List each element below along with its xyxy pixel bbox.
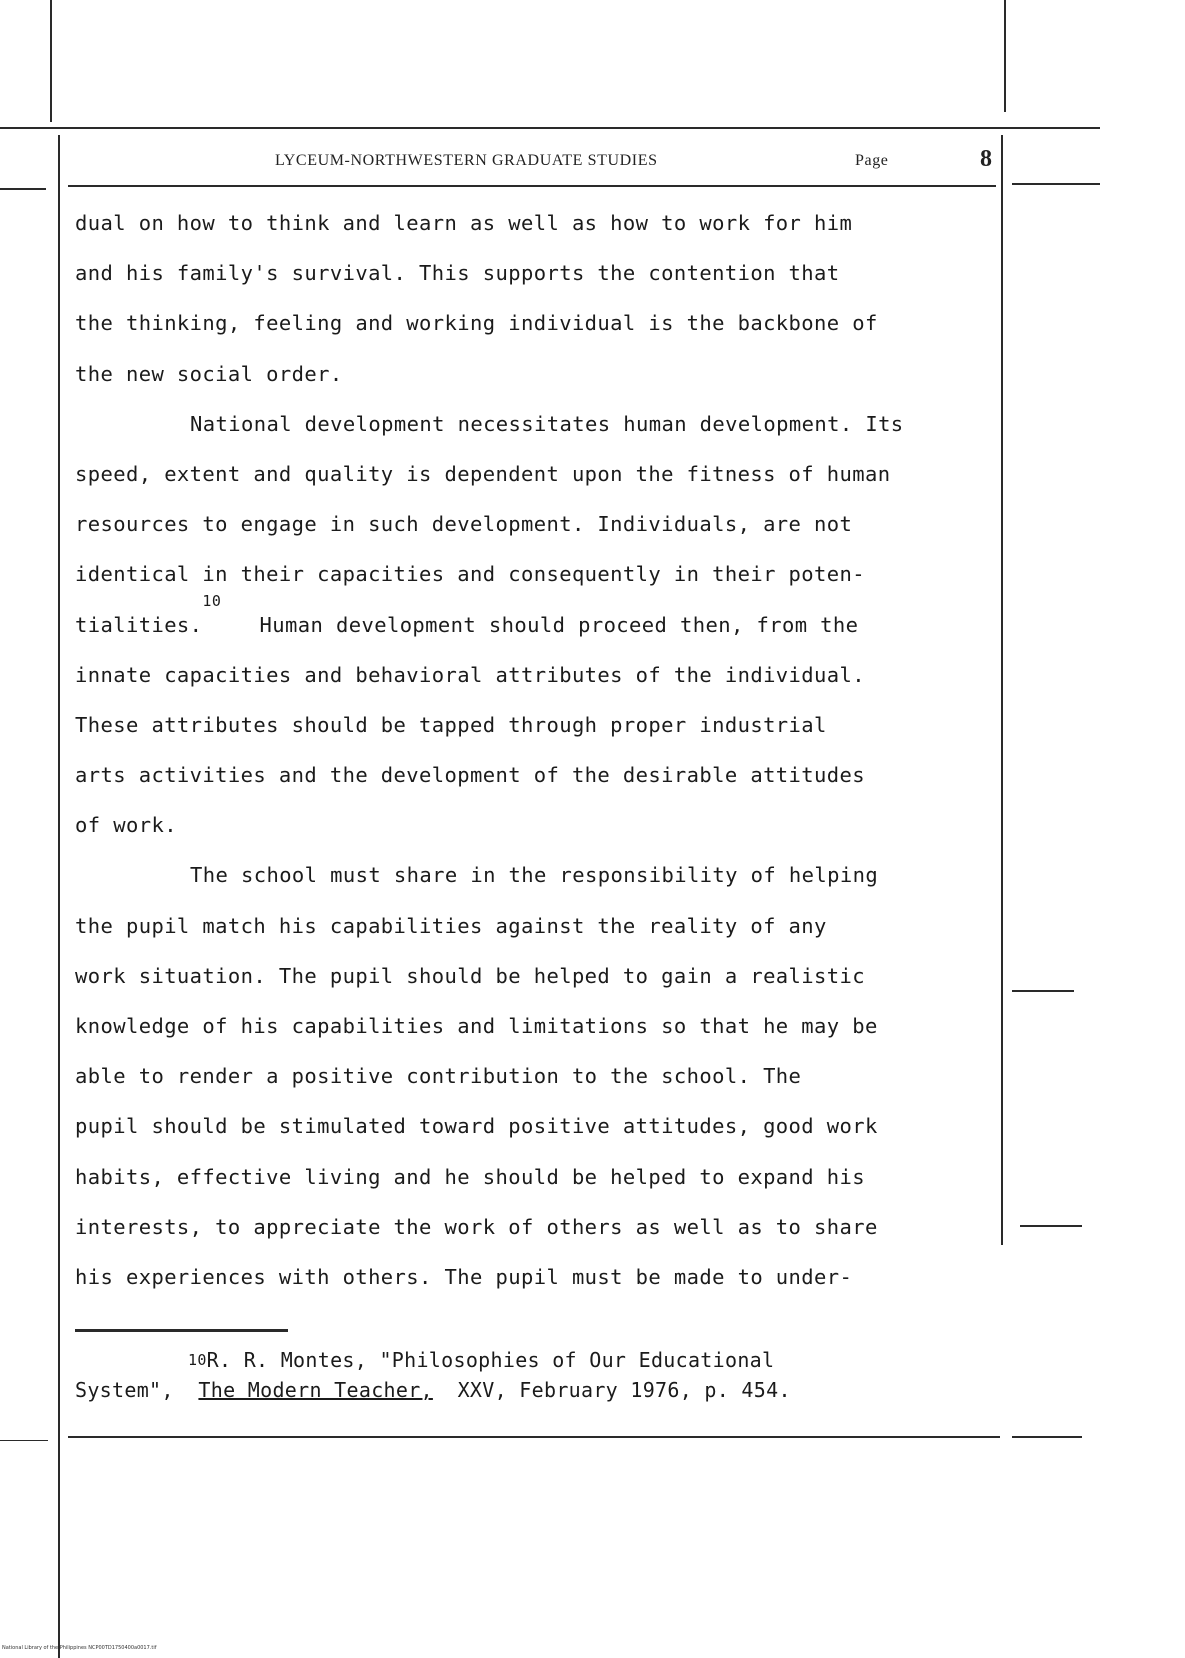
top-left-vertical-rule bbox=[50, 0, 52, 122]
footnote-author-title: R. R. Montes, "Philosophies of Our Educational bbox=[206, 1348, 775, 1372]
text-line: able to render a positive contribution to the school. The bbox=[75, 1064, 802, 1089]
header-title: LYCEUM-NORTHWESTERN GRADUATE STUDIES bbox=[275, 152, 658, 169]
footnote-details: XXV, February 1976, p. 454. bbox=[457, 1378, 791, 1402]
left-vertical-rule bbox=[58, 135, 60, 1658]
footnote-system-text: System", bbox=[75, 1378, 174, 1402]
text-line: and his family's survival. This supports the contention that bbox=[75, 261, 840, 286]
footnote-journal: The Modern Teacher, bbox=[198, 1378, 433, 1402]
text-line: identical in their capacities and consequently in their poten- bbox=[75, 562, 866, 587]
footnote-separator-rule bbox=[75, 1329, 288, 1332]
text-line: The school must share in the responsibility of helping bbox=[190, 863, 879, 888]
footnote-line bbox=[75, 1375, 1035, 1405]
text-line: interests, to appreciate the work of others as well as to share bbox=[75, 1214, 878, 1239]
text-line: habits, effective living and he should be helped to expand his bbox=[75, 1164, 866, 1189]
text-line: of work. bbox=[75, 813, 177, 838]
text-line: resources to engage in such development. Individuals, are not bbox=[75, 512, 853, 537]
text-line: his experiences with others. The pupil must be made to under- bbox=[75, 1264, 853, 1289]
text-line: dual on how to think and learn as well as how to work for him bbox=[75, 211, 853, 235]
footnote-number: 10 bbox=[188, 1351, 207, 1369]
text-segment: Human development should proceed then, from the bbox=[259, 612, 859, 637]
right-margin-tick-top bbox=[1012, 183, 1100, 185]
header-page-number: 8 bbox=[980, 146, 993, 172]
header-underline-rule bbox=[68, 185, 996, 187]
text-line: arts activities and the development of the desirable attitudes bbox=[75, 763, 866, 788]
archive-caption: National Library of the Philippines NCP00TD1750400a0017.tif bbox=[2, 1645, 157, 1651]
text-line: speed, extent and quality is dependent upon the fitness of human bbox=[75, 461, 891, 486]
top-horizontal-rule bbox=[0, 127, 1100, 129]
text-segment: tialities. bbox=[75, 612, 203, 637]
text-line: pupil should be stimulated toward positive attitudes, good work bbox=[75, 1114, 878, 1139]
text-line: National development necessitates human development. Its bbox=[190, 411, 904, 436]
text-line-with-footnote-ref bbox=[75, 591, 1035, 650]
footnote bbox=[75, 1345, 1035, 1405]
top-right-vertical-rule bbox=[1004, 0, 1006, 112]
text-line: the new social order. bbox=[75, 361, 343, 386]
text-line: innate capacities and behavioral attributes of the individual. bbox=[75, 662, 866, 687]
header-page-label: Page bbox=[855, 152, 889, 169]
footnote-reference: 10 bbox=[202, 591, 222, 610]
right-margin-tick-bottom bbox=[1012, 1436, 1082, 1438]
running-header bbox=[275, 148, 1035, 176]
left-margin-tick-top bbox=[0, 188, 46, 190]
text-line: work situation. The pupil should be helped to gain a realistic bbox=[75, 963, 866, 988]
bottom-horizontal-rule bbox=[68, 1436, 1000, 1438]
text-line: the pupil match his capabilities against the reality of any bbox=[75, 913, 827, 938]
footnote-line bbox=[75, 1345, 1035, 1375]
body-text bbox=[75, 198, 1035, 1302]
left-margin-tick-bottom bbox=[0, 1440, 48, 1441]
text-line: These attributes should be tapped through proper industrial bbox=[75, 712, 827, 737]
text-line: the thinking, feeling and working individual is the backbone of bbox=[75, 311, 878, 336]
text-line: knowledge of his capabilities and limitations so that he may be bbox=[75, 1014, 878, 1038]
